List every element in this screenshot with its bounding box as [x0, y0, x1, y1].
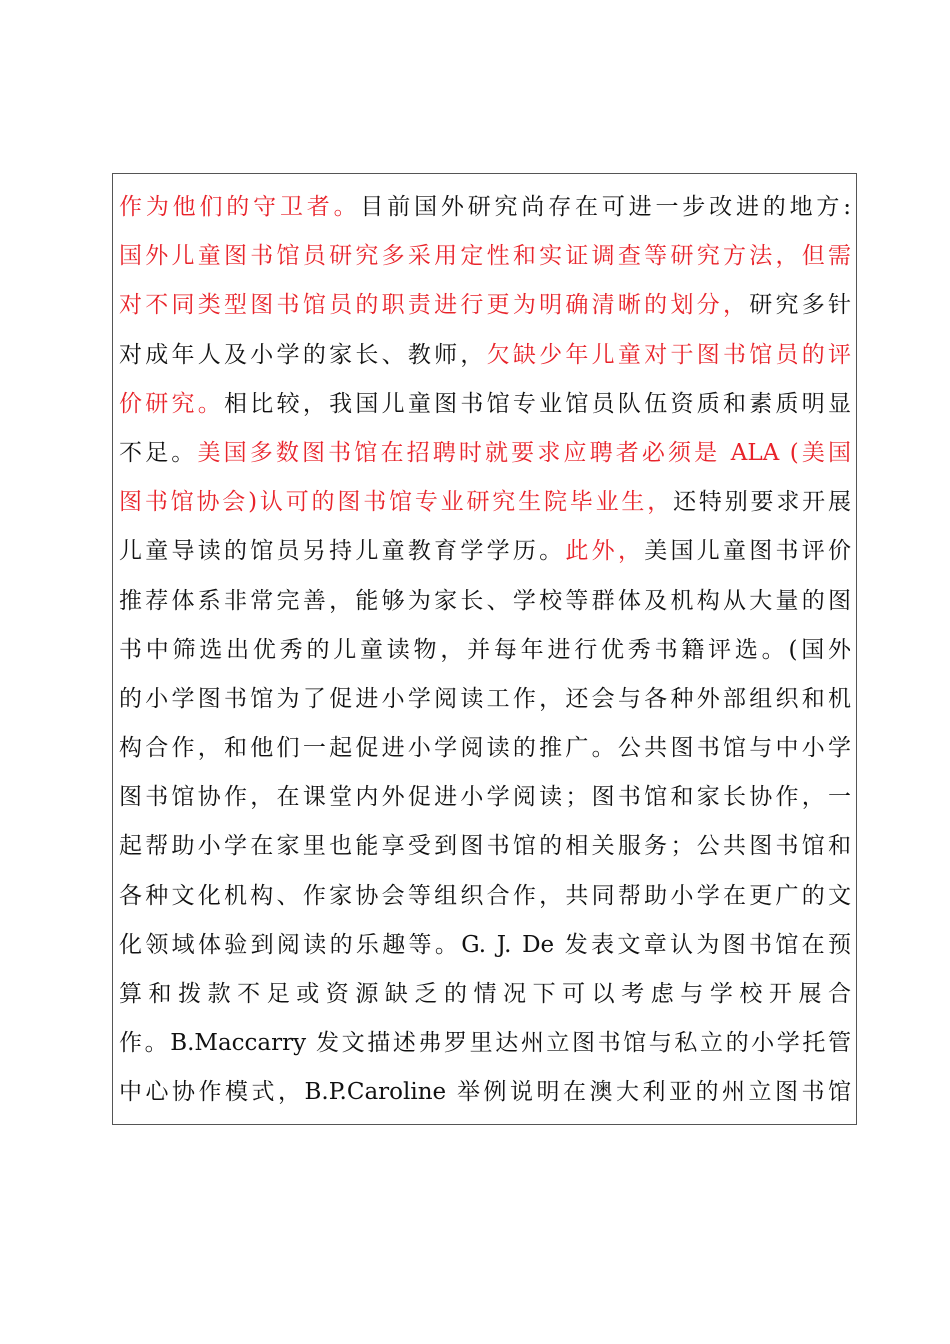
highlighted-text: 国外儿童图书馆员研究多采用定性和实证调查等研究方法，但需 — [119, 243, 851, 270]
body-text-segment: 还特别要求开展 — [673, 489, 851, 516]
highlighted-text: 美国多数图书馆在招聘时就要求应聘者必须是 ALA (美国 — [197, 439, 851, 466]
body-text-segment: 化领域体验到阅读的乐趣等。G. J. De 发表文章认为图书馆在预 — [119, 931, 851, 958]
text-line — [119, 1019, 851, 1068]
text-line — [119, 822, 851, 871]
body-text-segment: 相比较，我国儿童图书馆专业馆员队伍资质和素质明显 — [224, 390, 851, 417]
text-line — [119, 281, 851, 330]
body-text-segment: 作。B.Maccarry 发文描述弗罗里达州立图书馆与私立的小学托管 — [119, 1030, 851, 1057]
text-line — [119, 773, 851, 822]
body-text-segment: 美国儿童图书评价 — [644, 538, 851, 565]
text-line — [119, 921, 851, 970]
body-text-segment: 书中筛选出优秀的儿童读物，并每年进行优秀书籍评选。(国外 — [119, 636, 851, 663]
text-line — [119, 872, 851, 921]
highlighted-text: 此外， — [565, 538, 645, 565]
highlighted-text: 图书馆协会)认可的图书馆专业研究生院毕业生， — [119, 489, 674, 516]
text-line — [119, 675, 851, 724]
body-text-segment: 算和拨款不足或资源缺乏的情况下可以考虑与学校开展合 — [119, 981, 851, 1007]
text-line — [119, 478, 851, 527]
body-text-segment: 目前国外研究尚存在可进一步改进的地方: — [360, 194, 851, 220]
text-line — [119, 970, 851, 1019]
highlighted-text: 价研究。 — [119, 390, 225, 417]
text-line — [119, 429, 851, 478]
body-text-segment: 各种文化机构、作家协会等组织合作，共同帮助小学在更广的文 — [119, 882, 851, 909]
body-text-segment: 图书馆协作，在课堂内外促进小学阅读；图书馆和家长协作，一 — [119, 784, 851, 811]
highlighted-text: 对不同类型图书馆员的职责进行更为明确清晰的划分， — [119, 292, 750, 319]
text-line — [119, 331, 851, 380]
body-text-segment: 的小学图书馆为了促进小学阅读工作，还会与各种外部组织和机 — [119, 685, 851, 712]
body-text-segment: 对成年人及小学的家长、教师， — [119, 341, 487, 368]
body-text-segment: 推荐体系非常完善，能够为家长、学校等群体及机构从大量的图 — [119, 587, 851, 614]
text-line — [119, 380, 851, 429]
body-text-segment: 儿童导读的馆员另持儿童教育学学历。 — [119, 538, 566, 565]
text-line — [119, 577, 851, 626]
body-text-segment: 不足。 — [119, 439, 198, 466]
text-line — [119, 626, 851, 675]
text-line — [119, 1068, 851, 1117]
text-line — [119, 183, 851, 232]
text-line — [119, 527, 851, 576]
text-line — [119, 724, 851, 773]
body-text-segment: 构合作，和他们一起促进小学阅读的推广。公共图书馆与中小学 — [119, 735, 851, 762]
body-text-segment: 研究多针 — [749, 292, 851, 319]
highlighted-text: 作为他们的守卫者。 — [119, 194, 361, 220]
highlighted-text: 欠缺少年儿童对于图书馆员的评 — [486, 341, 851, 368]
body-text-segment: 起帮助小学在家里也能享受到图书馆的相关服务；公共图书馆和 — [119, 833, 851, 860]
text-line — [119, 232, 851, 281]
body-text-segment: 中心协作模式，B.P.Caroline 举例说明在澳大利亚的州立图书馆 — [119, 1079, 851, 1106]
body-text — [119, 183, 851, 1118]
